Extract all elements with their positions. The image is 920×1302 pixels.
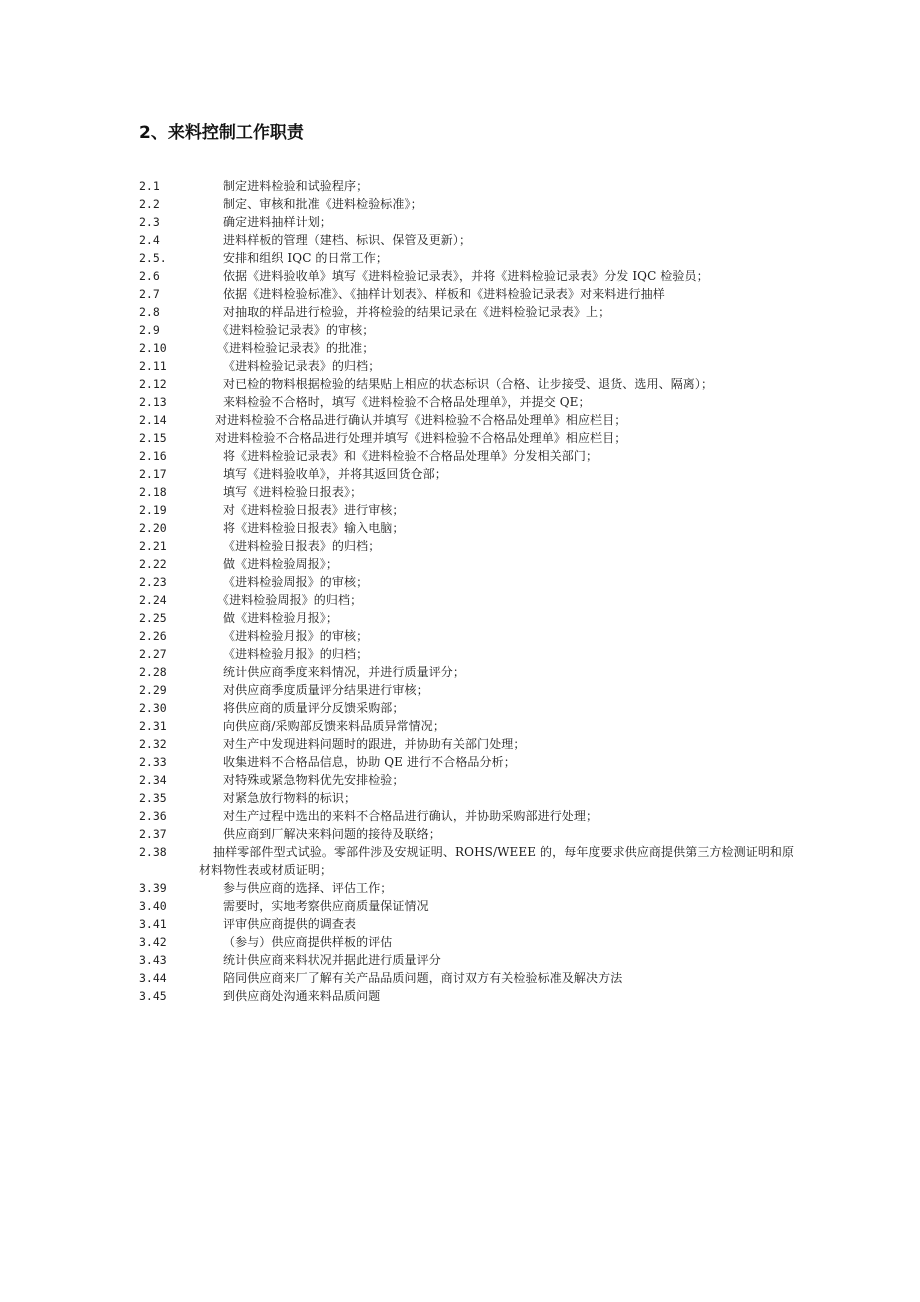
list-item bbox=[139, 357, 799, 375]
item-number: 2.9 bbox=[139, 323, 160, 337]
item-text: 需要时，实地考察供应商质量保证情况 bbox=[223, 899, 429, 913]
item-number: 2.23 bbox=[139, 575, 167, 589]
list-item bbox=[139, 177, 799, 195]
list-item bbox=[139, 195, 799, 213]
item-text: 对《进料检验日报表》进行审核； bbox=[223, 503, 405, 517]
list-item bbox=[139, 537, 799, 555]
list-item bbox=[139, 429, 799, 447]
list-item bbox=[139, 303, 799, 321]
list-item bbox=[139, 951, 799, 969]
item-number: 3.39 bbox=[139, 881, 167, 895]
list-item bbox=[139, 879, 799, 897]
item-number: 2.34 bbox=[139, 773, 167, 787]
item-text: 对进料检验不合格品进行确认并填写《进料检验不合格品处理单》相应栏目； bbox=[215, 413, 627, 427]
item-number: 2.26 bbox=[139, 629, 167, 643]
list-item bbox=[139, 789, 799, 807]
list-item bbox=[139, 339, 799, 357]
item-number: 2.27 bbox=[139, 647, 167, 661]
list-item bbox=[139, 807, 799, 825]
item-number: 3.42 bbox=[139, 935, 167, 949]
item-text: 评审供应商提供的调查表 bbox=[223, 917, 357, 931]
list-item bbox=[139, 717, 799, 735]
list-item bbox=[139, 897, 799, 915]
list-item bbox=[139, 267, 799, 285]
responsibility-list bbox=[139, 177, 799, 1005]
item-number: 2.7 bbox=[139, 287, 160, 301]
item-number: 2.2 bbox=[139, 197, 160, 211]
list-item bbox=[139, 753, 799, 771]
item-number: 2.24 bbox=[139, 593, 167, 607]
list-item bbox=[139, 501, 799, 519]
list-item bbox=[139, 591, 799, 609]
list-item bbox=[139, 843, 799, 879]
item-number: 2.5. bbox=[139, 251, 167, 265]
item-text: 填写《进料检验日报表》； bbox=[223, 485, 363, 499]
list-item bbox=[139, 555, 799, 573]
item-text: 对已检的物料根据检验的结果贴上相应的状态标识（合格、让步接受、退货、选用、隔离）； bbox=[223, 377, 714, 391]
item-text: 《进料检验记录表》的审核； bbox=[217, 323, 375, 337]
item-text: 《进料检验日报表》的归档； bbox=[223, 539, 381, 553]
list-item bbox=[139, 321, 799, 339]
list-item bbox=[139, 249, 799, 267]
item-text: 陪同供应商来厂了解有关产品品质问题，商讨双方有关检验标准及解决方法 bbox=[223, 971, 623, 985]
item-number: 2.38 bbox=[139, 845, 167, 859]
list-item bbox=[139, 573, 799, 591]
item-text: 对特殊或紧急物料优先安排检验； bbox=[223, 773, 405, 787]
list-item bbox=[139, 735, 799, 753]
item-text: 到供应商处沟通来料品质问题 bbox=[223, 989, 381, 1003]
item-text: 参与供应商的选择、评估工作； bbox=[223, 881, 393, 895]
list-item bbox=[139, 213, 799, 231]
item-text: 《进料检验月报》的审核； bbox=[223, 629, 369, 643]
item-number: 2.19 bbox=[139, 503, 167, 517]
item-text: 制定、审核和批准《进料检验标准》； bbox=[223, 197, 423, 211]
item-text: 《进料检验月报》的归档； bbox=[223, 647, 369, 661]
list-item bbox=[139, 771, 799, 789]
item-text: 统计供应商季度来料情况，并进行质量评分； bbox=[223, 665, 466, 679]
item-text: 依据《进料验收单》填写《进料检验记录表》，并将《进料检验记录表》分发 IQC 检验员； bbox=[223, 269, 709, 283]
item-text: 将《进料检验日报表》输入电脑； bbox=[223, 521, 405, 535]
item-number: 3.44 bbox=[139, 971, 167, 985]
list-item bbox=[139, 681, 799, 699]
list-item bbox=[139, 519, 799, 537]
list-item bbox=[139, 231, 799, 249]
item-text: 进料样板的管理（建档、标识、保管及更新）； bbox=[223, 233, 472, 247]
list-item bbox=[139, 933, 799, 951]
item-number: 2.13 bbox=[139, 395, 167, 409]
item-number: 2.11 bbox=[139, 359, 167, 373]
item-number: 2.14 bbox=[139, 413, 167, 427]
item-text: 《进料检验记录表》的归档； bbox=[223, 359, 381, 373]
item-number: 3.40 bbox=[139, 899, 167, 913]
item-text: 来料检验不合格时，填写《进料检验不合格品处理单》，并提交 QE； bbox=[223, 395, 591, 409]
list-item bbox=[139, 663, 799, 681]
item-text: 对进料检验不合格品进行处理并填写《进料检验不合格品处理单》相应栏目； bbox=[215, 431, 627, 445]
item-number: 2.12 bbox=[139, 377, 167, 391]
list-item bbox=[139, 627, 799, 645]
item-number: 3.45 bbox=[139, 989, 167, 1003]
item-text: 《进料检验周报》的审核； bbox=[223, 575, 369, 589]
list-item bbox=[139, 447, 799, 465]
item-number: 2.21 bbox=[139, 539, 167, 553]
item-text: 将《进料检验记录表》和《进料检验不合格品处理单》分发相关部门； bbox=[223, 449, 599, 463]
item-number: 2.18 bbox=[139, 485, 167, 499]
list-item bbox=[139, 393, 799, 411]
item-text: 对生产过程中选出的来料不合格品进行确认，并协助采购部进行处理； bbox=[223, 809, 599, 823]
item-number: 2.10 bbox=[139, 341, 167, 355]
item-number: 3.43 bbox=[139, 953, 167, 967]
item-number: 2.15 bbox=[139, 431, 167, 445]
item-number: 2.4 bbox=[139, 233, 160, 247]
item-text: 制定进料检验和试验程序； bbox=[223, 179, 369, 193]
item-number: 2.17 bbox=[139, 467, 167, 481]
item-number: 2.8 bbox=[139, 305, 160, 319]
list-item bbox=[139, 411, 799, 429]
item-number: 2.6 bbox=[139, 269, 160, 283]
item-number: 2.25 bbox=[139, 611, 167, 625]
item-text: 《进料检验周报》的归档； bbox=[217, 593, 363, 607]
item-number: 2.37 bbox=[139, 827, 167, 841]
item-text: 对紧急放行物料的标识； bbox=[223, 791, 357, 805]
item-number: 2.33 bbox=[139, 755, 167, 769]
list-item bbox=[139, 969, 799, 987]
item-text: 做《进料检验月报》； bbox=[223, 611, 339, 625]
item-number: 2.36 bbox=[139, 809, 167, 823]
item-text: 做《进料检验周报》； bbox=[223, 557, 339, 571]
item-number: 2.28 bbox=[139, 665, 167, 679]
item-text: 向供应商/采购部反馈来料品质异常情况； bbox=[223, 719, 445, 733]
item-number: 2.3 bbox=[139, 215, 160, 229]
list-item bbox=[139, 987, 799, 1005]
item-number: 2.32 bbox=[139, 737, 167, 751]
item-number: 2.35 bbox=[139, 791, 167, 805]
item-text: （参与）供应商提供样板的评估 bbox=[223, 935, 393, 949]
list-item bbox=[139, 375, 799, 393]
list-item bbox=[139, 645, 799, 663]
list-item bbox=[139, 699, 799, 717]
item-text: 统计供应商来料状况并据此进行质量评分 bbox=[223, 953, 441, 967]
list-item bbox=[139, 465, 799, 483]
item-text: 对生产中发现进料问题时的跟进，并协助有关部门处理； bbox=[223, 737, 526, 751]
item-text: 填写《进料验收单》，并将其返回货仓部； bbox=[223, 467, 447, 481]
item-number: 2.29 bbox=[139, 683, 167, 697]
list-item bbox=[139, 609, 799, 627]
item-text: 将供应商的质量评分反馈采购部； bbox=[223, 701, 405, 715]
item-text: 对供应商季度质量评分结果进行审核； bbox=[223, 683, 429, 697]
item-text: 供应商到厂解决来料问题的接待及联络； bbox=[223, 827, 441, 841]
item-number: 2.20 bbox=[139, 521, 167, 535]
item-text: 对抽取的样品进行检验，并将检验的结果记录在《进料检验记录表》上； bbox=[223, 305, 611, 319]
section-heading: 2、来料控制工作职责 bbox=[139, 123, 304, 143]
list-item bbox=[139, 483, 799, 501]
list-item bbox=[139, 285, 799, 303]
list-item bbox=[139, 915, 799, 933]
item-number: 2.1 bbox=[139, 179, 160, 193]
item-text: 《进料检验记录表》的批准； bbox=[217, 341, 375, 355]
item-number: 2.30 bbox=[139, 701, 167, 715]
item-number: 3.41 bbox=[139, 917, 167, 931]
item-number: 2.31 bbox=[139, 719, 167, 733]
item-text: 确定进料抽样计划； bbox=[223, 215, 332, 229]
item-text: 收集进料不合格品信息，协助 QE 进行不合格品分析； bbox=[223, 755, 516, 769]
item-number: 2.16 bbox=[139, 449, 167, 463]
item-text: 依据《进料检验标准》、《抽样计划表》、样板和《进料检验记录表》对来料进行抽样 bbox=[223, 287, 665, 301]
item-number: 2.22 bbox=[139, 557, 167, 571]
item-text: 安排和组织 IQC 的日常工作； bbox=[223, 251, 388, 265]
item-text: 抽样零部件型式试验。零部件涉及安规证明、ROHS/WEEE 的，每年度要求供应商提供第三方检测证明和原材料物性表或材质证明； bbox=[199, 845, 795, 877]
list-item bbox=[139, 825, 799, 843]
